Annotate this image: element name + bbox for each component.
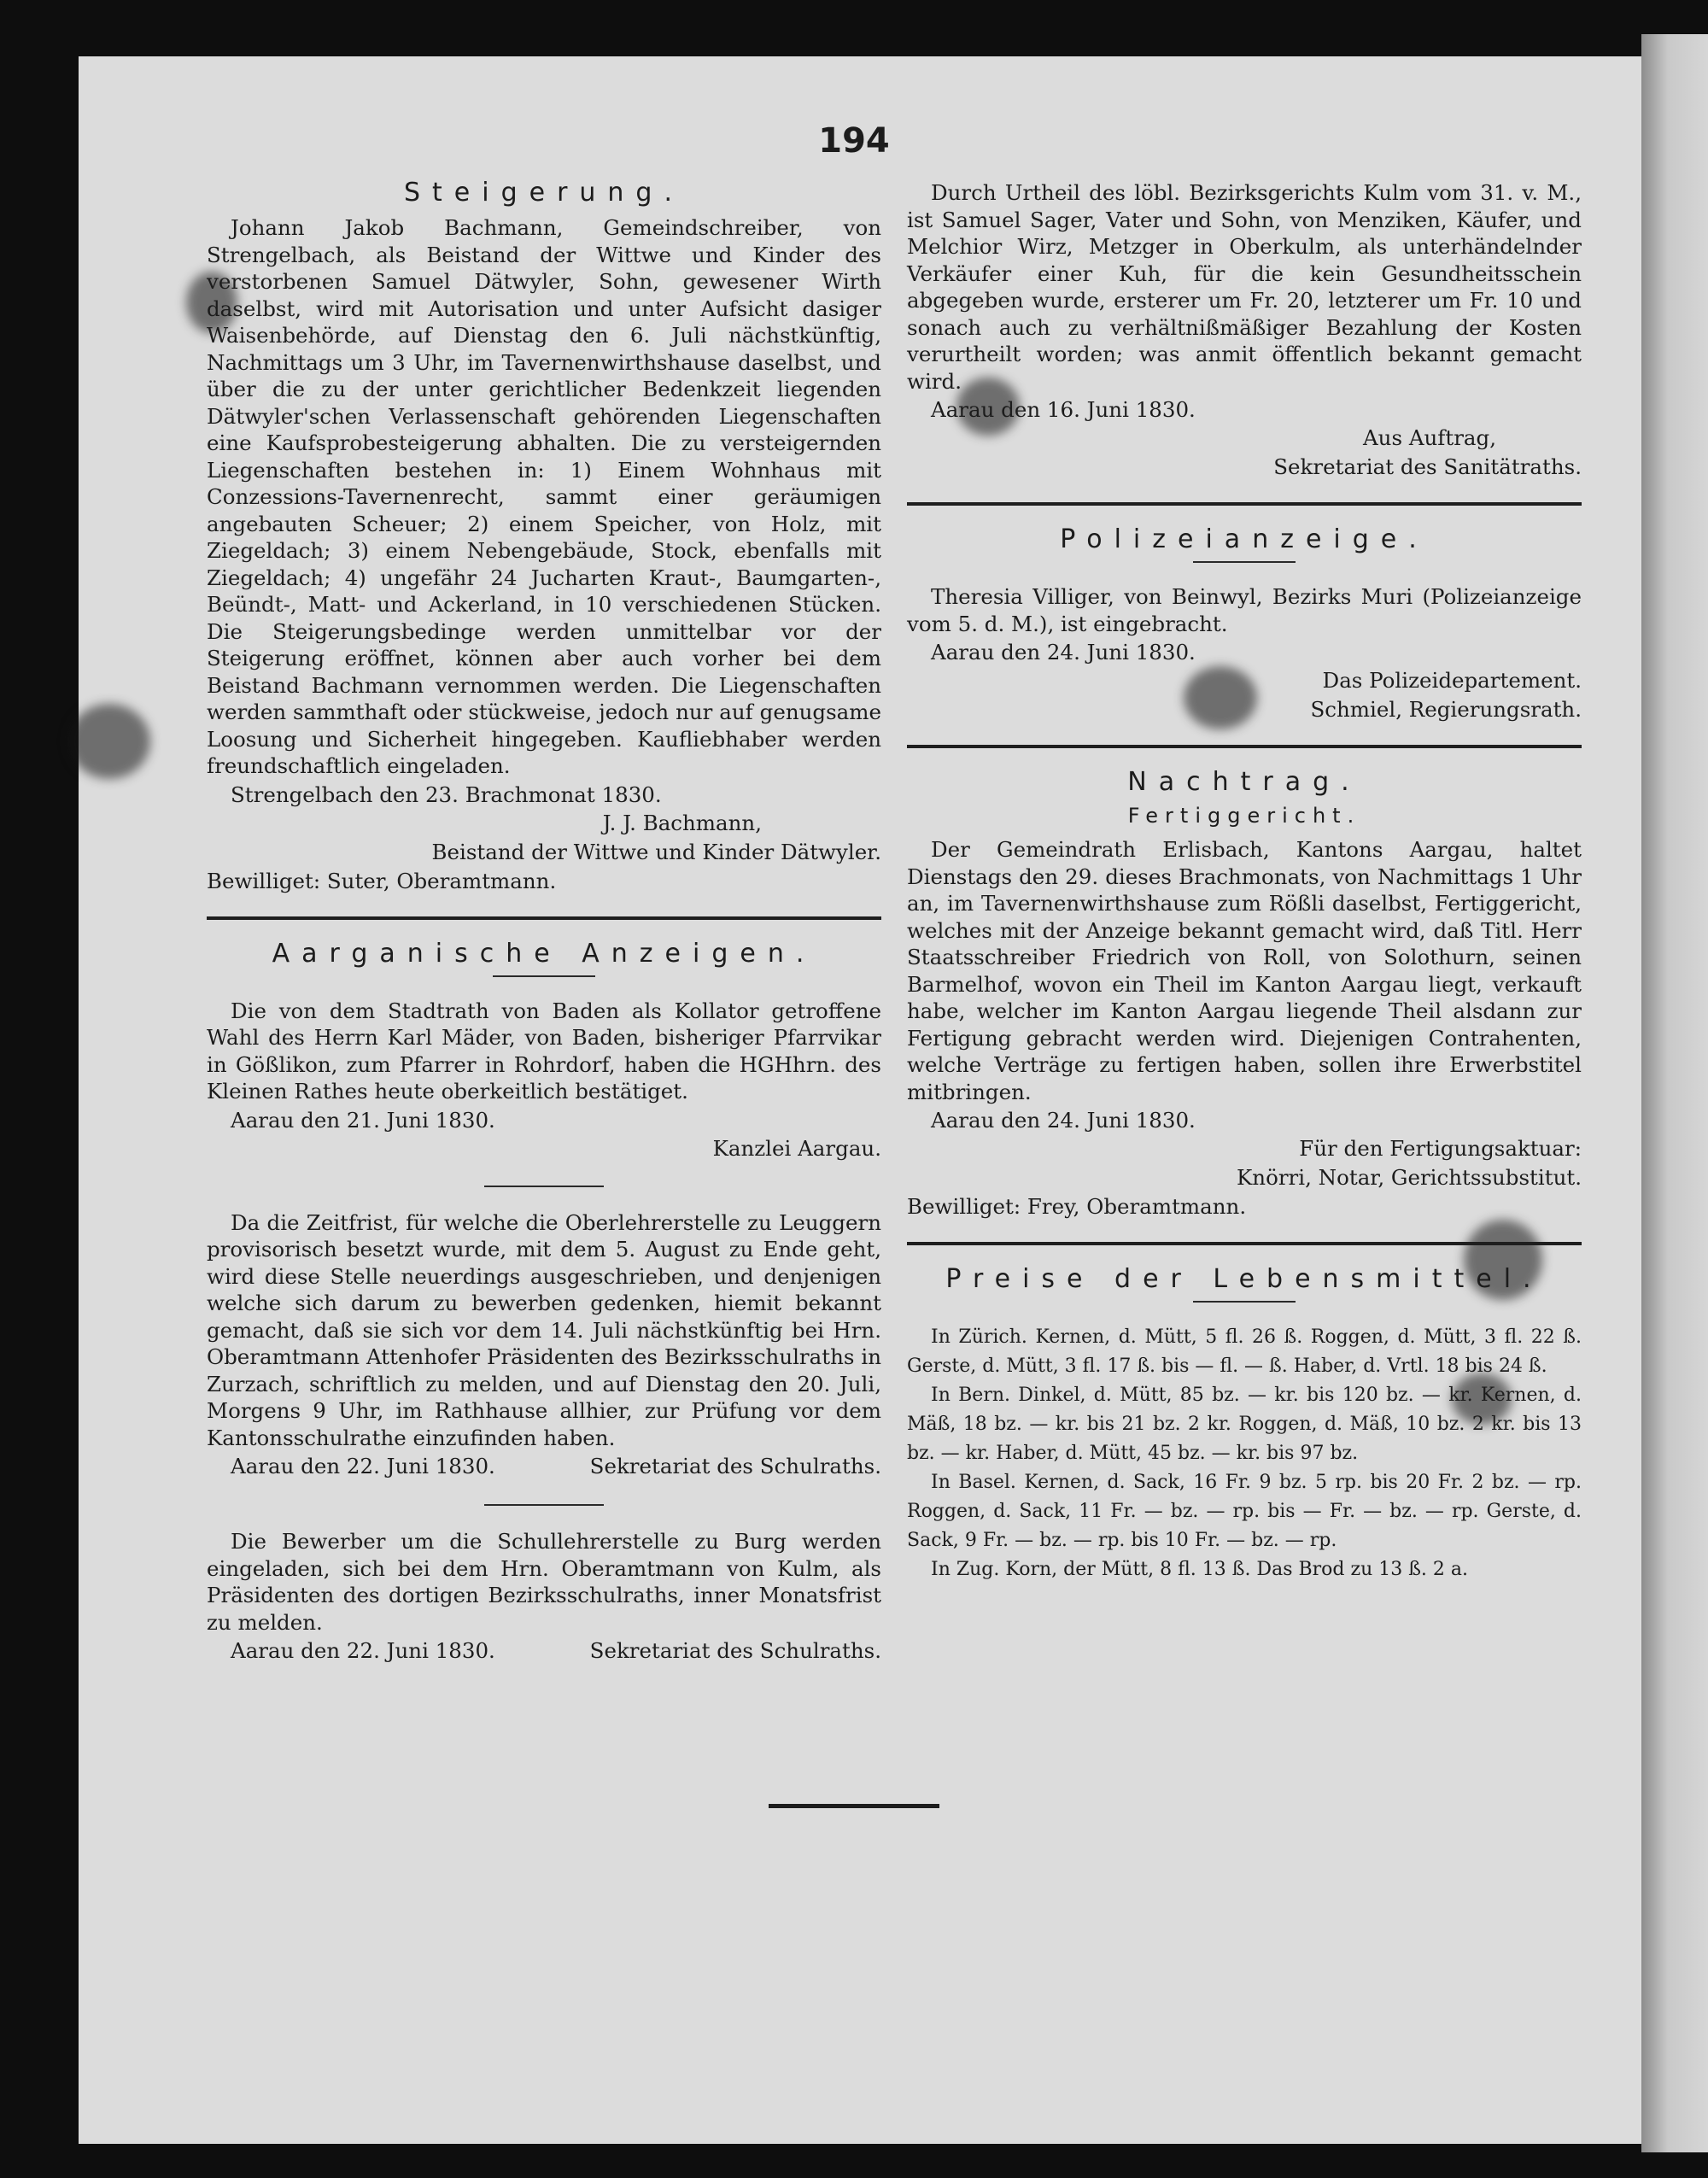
notice-divider	[484, 1504, 604, 1506]
nachtrag-signer: Knörri, Notar, Gerichtssubstitut.	[1237, 1165, 1582, 1190]
nachtrag-text: Der Gemeindrath Erlisbach, Kantons Aargau, haltet Dienstags den 29. dieses Brachmonats, von Nachmittags 1 Uhr an, im Tavernenwirthshause zum Rößli daselbst, Fertiggericht, welches mit der Anzeige bekannt gemacht wird, daß Titl. Herr Staatsschreiber Friedrich von Roll, von Solothurn, seinen Barmelhof, wovon ein Theil im Kanton Aargau liegt, verkauft habe, welcher im Kanton Aargau liegende Theil alsdann zur Fertigung gebracht werden wird. Diejenigen Contrahenten, welche Verträge zu fertigen haben, sollen ihre Erwerbstitel mitbringen.	[907, 837, 1582, 1104]
end-rule	[769, 1804, 939, 1808]
aarg-notice-1-text: Die von dem Stadtrath von Baden als Kollator getroffene Wahl des Herrn Karl Mäder, von Baden, bisheriger Pfarrvikar in Gößlikon, zum Pfarrer in Rohrdorf, haben die HGHhrn. des Kleinen Rathes heute oberkeitlich bestätiget.	[207, 998, 881, 1104]
section-divider	[907, 745, 1582, 748]
ink-stain	[68, 704, 150, 779]
nachtrag-heading: Nachtrag.	[1127, 767, 1361, 797]
aarg-notice-1-place-date: Aarau den 21. Juni 1830.	[231, 1107, 495, 1133]
section-divider	[907, 1242, 1582, 1245]
steigerung-place-date: Strengelbach den 23. Brachmonat 1830.	[231, 782, 662, 807]
nachtrag-subheading: Fertiggericht.	[1127, 804, 1361, 828]
sanitaet-signer: Sekretariat des Sanitätraths.	[1273, 454, 1582, 479]
nachtrag-approval: Bewilliget: Frey, Oberamtmann.	[907, 1194, 1247, 1219]
heading-underline	[1193, 1301, 1296, 1303]
section-divider	[207, 916, 881, 920]
left-column	[207, 171, 881, 1666]
steigerung-text: Johann Jakob Bachmann, Gemeindschreiber, von Strengelbach, als Beistand der Wittwe und Kinder des verstorbenen Samuel Dätwyler, Sohn, gewesener Wirth daselbst, wird mit Autorisation und unter Aufsicht dasiger Waisenbehörde, auf Dienstag den 6. Juli nächstkünftig, Nachmittags um 3 Uhr, im Tavernenwirthshause daselbst, und über die zu der unter gerichtlicher Bedenkzeit liegenden Dätwyler'schen Verlassenschaft gehörenden Liegenschaften eine Kaufsprobesteigerung abhalten. Die zu versteigernden Liegenschaften bestehen in: 1) Einem Wohnhaus mit Conzessions-Tavernenrecht, sammt einer geräumigen angebauten Scheuer; 2) einem Speicher, von Holz, mit Ziegeldach; 3) einem Nebengebäude, Stock, ebenfalls mit Ziegeldach; 4) ungefähr 24 Jucharten Kraut-, Baumgarten-, Beündt-, Matt- und Ackerland, in 10 verschiedenen Stücken. Die Steigerungsbedinge werden unmittelbar vor der Steigerung eröffnet, können aber auch vorher bei dem Beistand Bachmann vernommen werden. Die Liegenschaften werden sammthaft oder stückweise, jedoch nur auf genugsame Loosung und Sicherheit hingegeben. Kaufliebhaber werden freundschaftlich eingeladen.	[207, 215, 881, 778]
heading-underline	[1193, 561, 1296, 563]
price-list	[907, 1323, 1582, 1584]
price-zurich: In Zürich. Kernen, d. Mütt, 5 fl. 26 ß. Roggen, d. Mütt, 3 fl. 22 ß. Gerste, d. Mütt, 3 fl. 17 ß. bis — fl. — ß. Haber, d. Vrtl. 18 bis 24 ß.	[907, 1326, 1582, 1377]
nachtrag-place-date: Aarau den 24. Juni 1830.	[931, 1108, 1196, 1133]
aarg-notice-2-text: Da die Zeitfrist, für welche die Oberlehrerstelle zu Leuggern provisorisch besetzt wurde, mit dem 5. August zu Ende geht, wird diese Stelle neuerdings ausgeschrieben, und denjenigen welche sich darum zu bewerben gedenken, hiemit bekannt gemacht, daß sie sich vor dem 14. Juli nächstkünftig bei Hrn. Oberamtmann Attenhofer Präsidenten des Bezirksschulraths in Zurzach, schriftlich zu melden, und auf Dienstag den 20. Juli, Morgens 9 Uhr, im Rathhause allhier, zur Prüfung vor dem Kantonsschulrathe einzufinden haben.	[207, 1209, 881, 1450]
price-zug: In Zug. Korn, der Mütt, 8 fl. 13 ß. Das Brod zu 13 ß. 2 a.	[931, 1559, 1468, 1580]
polizei-department: Das Polizeidepartement.	[1322, 668, 1582, 693]
right-column	[907, 179, 1582, 1584]
polizei-text: Theresia Villiger, von Beinwyl, Bezirks Muri (Polizeianzeige vom 5. d. M.), ist eingebracht.	[907, 584, 1582, 636]
polizei-signer: Schmiel, Regierungsrath.	[1310, 697, 1582, 722]
steigerung-heading: Steigerung.	[403, 178, 685, 208]
nachtrag-for-actuary: Für den Fertigungsaktuar:	[1299, 1136, 1582, 1161]
steigerung-signer: J. J. Bachmann,	[602, 810, 762, 835]
aarg-notice-2-footer	[207, 1451, 881, 1482]
notice-divider	[484, 1186, 604, 1187]
steigerung-signer-role: Beistand der Wittwe und Kinder Dätwyler.	[431, 839, 881, 864]
aarg-notice-1-signer: Kanzlei Aargau.	[712, 1135, 881, 1161]
sanitaet-place-date: Aarau den 16. Juni 1830.	[931, 397, 1196, 422]
polizei-place-date: Aarau den 24. Juni 1830.	[931, 640, 1196, 665]
sanitaet-text: Durch Urtheil des löbl. Bezirksgerichts Kulm vom 31. v. M., ist Samuel Sager, Vater und Sohn, von Menziken, Käufer, und Melchior Wirz, Metzger in Oberkulm, als unterhändelnder Verkäufer einer Kuh, für die kein Gesundheitsschein abgegeben wurde, ersterer um Fr. 20, letzterer um Fr. 10 und sonach auch zu verhältnißmäßiger Bezahlung der Kosten verurtheilt worden; was anmit öffentlich bekannt gemacht wird.	[907, 180, 1582, 394]
page-number: 194	[818, 121, 890, 161]
price-basel: In Basel. Kernen, d. Sack, 16 Fr. 9 bz. 5 rp. bis 20 Fr. 2 bz. — rp. Roggen, d. Sack, 11 Fr. — bz. — rp. bis — Fr. — bz. — rp. Gerste, d. Sack, 9 Fr. — bz. — rp. bis 10 Fr. — bz. — rp.	[907, 1472, 1582, 1551]
polizei-heading: Polizeianzeige.	[1060, 524, 1429, 554]
aarg-notice-3-footer	[207, 1636, 881, 1666]
heading-underline	[493, 975, 595, 977]
aarg-heading: Aarganische Anzeigen.	[272, 938, 816, 969]
paper-edge	[1641, 34, 1708, 2152]
aarg-notice-3-signer: Sekretariat des Schulraths.	[589, 1638, 881, 1663]
aarg-notice-3-place-date: Aarau den 22. Juni 1830.	[231, 1638, 495, 1663]
steigerung-approval: Bewilliget: Suter, Oberamtmann.	[207, 868, 557, 893]
section-divider	[907, 502, 1582, 506]
preise-heading: Preise der Lebensmittel.	[945, 1264, 1543, 1294]
aarg-notice-3-text: Die Bewerber um die Schullehrerstelle zu Burg werden eingeladen, sich bei dem Hrn. Oberamtmann von Kulm, als Präsidenten des dortigen Bezirksschulraths, inner Monatsfrist zu melden.	[207, 1529, 881, 1635]
aarg-notice-2-signer: Sekretariat des Schulraths.	[589, 1454, 881, 1478]
sanitaet-by-order: Aus Auftrag,	[1362, 425, 1496, 450]
price-bern: In Bern. Dinkel, d. Mütt, 85 bz. — kr. bis 120 bz. — kr. Kernen, d. Mäß, 18 bz. — kr. bis 21 bz. 2 kr. Roggen, d. Mäß, 10 bz. 2 kr. bis 13 bz. — kr. Haber, d. Mütt, 45 bz. — kr. bis 97 bz.	[907, 1385, 1582, 1464]
aarg-notice-2-place-date: Aarau den 22. Juni 1830.	[231, 1454, 495, 1478]
